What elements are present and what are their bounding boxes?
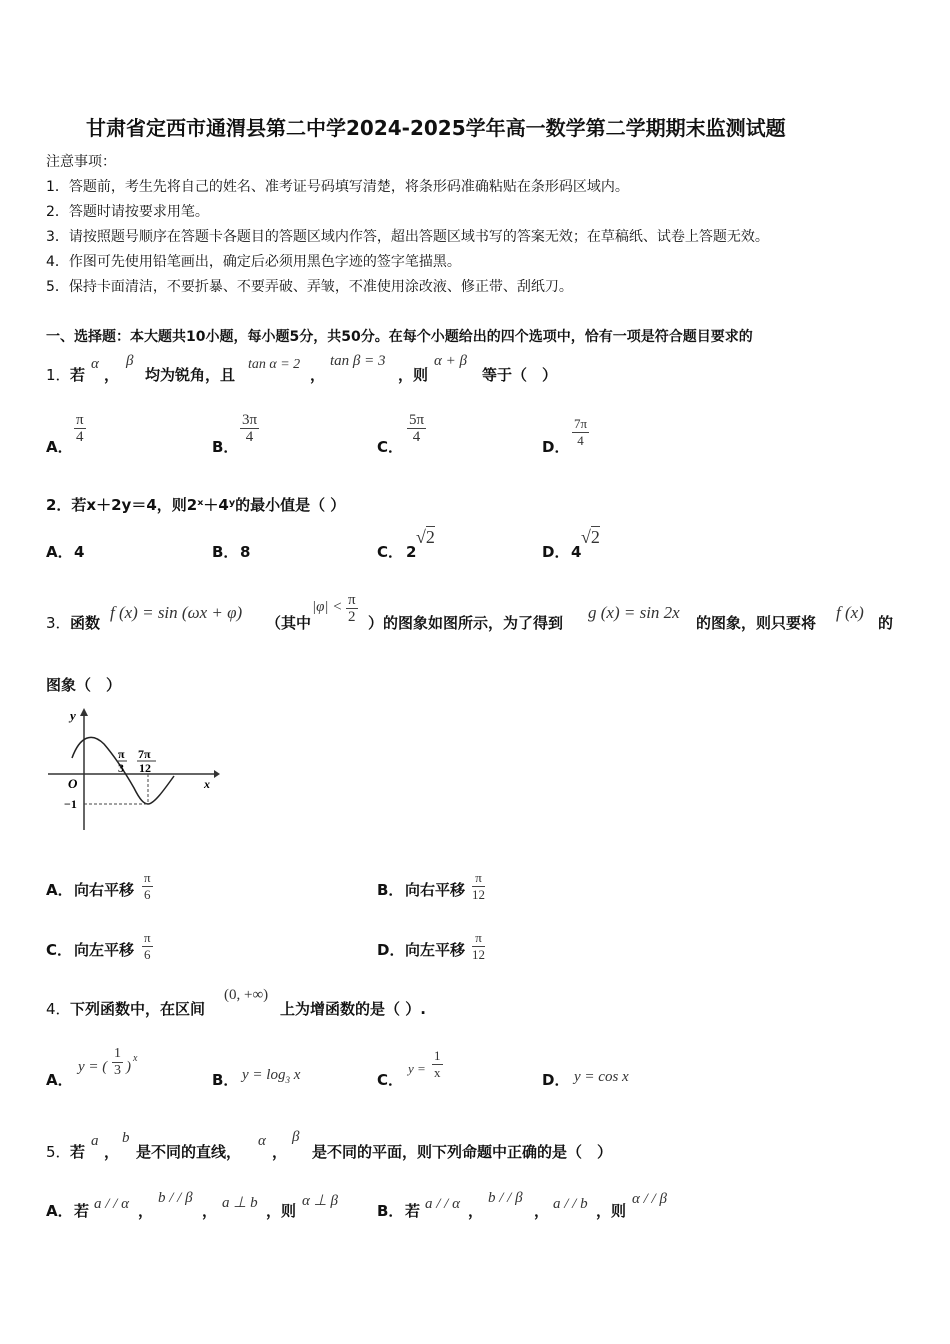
q3-option-b-value: $\frac{\pi}{12}$ xyxy=(472,870,485,902)
q5-comma: ， xyxy=(272,1143,288,1161)
q3-graph-origin: O xyxy=(68,776,78,791)
q4-option-d-value: y = cos x xyxy=(574,1069,629,1085)
q3-option-c-label: C． xyxy=(46,941,73,959)
q2-option-d-value: 4 xyxy=(571,543,582,561)
q3-graph-pi3-num: π xyxy=(118,747,125,761)
q1-text: 若 xyxy=(70,366,86,384)
q3-graph-712-den: 12 xyxy=(139,761,151,775)
q5-option-a-sep: ， xyxy=(138,1202,154,1220)
q5-option-a-then: ，则 xyxy=(266,1202,297,1220)
q1-option-c-value: $\frac{5\pi}{4}$ xyxy=(409,412,425,445)
q2-option-a-value: 4 xyxy=(74,543,85,561)
q5-beta: β xyxy=(292,1129,300,1145)
q1-option-b-label: B． xyxy=(212,438,239,456)
q5-option-a-cond3: a ⊥ b xyxy=(222,1195,258,1211)
q3-text: （其中 xyxy=(266,614,312,632)
notice-item: 1．答题前，考生先将自己的姓名、准考证号码填写清楚，将条形码准确粘贴在条形码区域内。 xyxy=(46,179,629,195)
q3-graph-y-label: y xyxy=(70,708,76,723)
q4-option-c-frac: $\frac{1}{x}$ xyxy=(434,1048,441,1080)
q3-graph-neg1: −1 xyxy=(64,797,77,811)
q1-option-a-value: $\frac{\pi}{4}$ xyxy=(76,412,84,445)
q1-option-b-value: $\frac{3\pi}{4}$ xyxy=(242,412,258,445)
q4-option-c-label: C． xyxy=(377,1071,404,1089)
q5-text: 是不同的平面，则下列命题中正确的是（ ） xyxy=(312,1143,613,1161)
q1-comma: ， xyxy=(310,366,326,384)
q4-option-a-exp: x xyxy=(133,1053,138,1064)
q4-text: 下列函数中，在区间 xyxy=(70,1000,206,1018)
q2-option-d-sqrt: √2 xyxy=(581,527,600,547)
q5-a: a xyxy=(91,1133,99,1149)
q5-option-b-then: ，则 xyxy=(596,1202,627,1220)
q3-option-a-value: $\frac{\pi}{6}$ xyxy=(144,870,151,902)
q1-tan-beta: tan β = 3 xyxy=(330,353,386,369)
q5-option-b-if: 若 xyxy=(405,1202,421,1220)
q1-option-d-label: D． xyxy=(542,438,570,456)
notice-item: 4．作图可先使用铅笔画出，确定后必须用黑色字迹的签字笔描黑。 xyxy=(46,254,461,270)
q5-option-a-concl: α ⊥ β xyxy=(302,1193,338,1209)
q1-text: 均为锐角，且 xyxy=(145,366,236,384)
q5-number: 5． xyxy=(46,1143,71,1161)
q4-option-a-label: A． xyxy=(46,1071,73,1089)
q5-b: b xyxy=(122,1130,130,1146)
q4-option-a-post: ) xyxy=(126,1059,131,1075)
q5-alpha: α xyxy=(258,1133,266,1149)
q2-stem: 2．若x＋2y＝4，则2ˣ＋4ʸ的最小值是（ ） xyxy=(46,496,346,514)
q3-graph xyxy=(44,706,224,832)
q4-option-d-label: D． xyxy=(542,1071,570,1089)
q4-text: 上为增函数的是（ ）. xyxy=(280,1000,426,1018)
q1-alpha: α xyxy=(91,356,99,372)
q5-option-b-label: B． xyxy=(377,1202,404,1220)
q3-option-d-label: D． xyxy=(377,941,405,959)
q5-text: 若 xyxy=(70,1143,86,1161)
q3-f-expr: f (x) = sin (ωx + φ) xyxy=(110,603,243,622)
notice-heading: 注意事项： xyxy=(46,154,116,170)
q3-text: ）的图象如图所示，为了得到 xyxy=(368,614,564,632)
q1-comma: ， xyxy=(104,366,120,384)
q3-f: f (x) xyxy=(836,603,864,622)
q4-option-a-frac: $\frac{1}{3}$ xyxy=(114,1046,121,1078)
q5-comma: ， xyxy=(104,1143,120,1161)
q5-option-a-cond1: a / / α xyxy=(94,1196,129,1212)
q3-option-d-value: $\frac{\pi}{12}$ xyxy=(472,930,485,962)
q2-option-b-value: 8 xyxy=(240,543,251,561)
q3-phi-abs: |φ| < xyxy=(312,599,343,615)
q1-sum: α + β xyxy=(434,353,467,369)
q3-graph-x-label: x xyxy=(204,777,210,791)
q5-option-a-if: 若 xyxy=(74,1202,90,1220)
q2-option-d-label: D． xyxy=(542,543,570,561)
q2-option-a-label: A． xyxy=(46,543,73,561)
q4-option-c-pre: y = xyxy=(408,1061,426,1076)
q3-number: 3． xyxy=(46,614,71,632)
q5-option-a-cond2: b / / β xyxy=(158,1190,193,1206)
q5-option-a-sep: ， xyxy=(202,1202,218,1220)
q4-option-b-value: $y = \log_3 x$ xyxy=(242,1067,301,1085)
section-heading: 一、选择题：本大题共10小题，每小题5分，共50分。在每个小题给出的四个选项中，恰有一项是符合题目要求的 xyxy=(46,329,753,345)
q5-option-b-cond1: a / / α xyxy=(425,1196,460,1212)
q3-option-d-text: 向左平移 xyxy=(405,941,466,959)
q4-interval: (0, +∞) xyxy=(224,987,269,1003)
q5-option-b-concl: α / / β xyxy=(632,1191,667,1207)
q3-option-a-label: A． xyxy=(46,881,73,899)
q1-tan-alpha: tan α = 2 xyxy=(248,357,301,372)
q3-option-c-value: $\frac{\pi}{6}$ xyxy=(144,930,151,962)
notice-item: 5．保持卡面清洁，不要折暴、不要弄破、弄皱，不准使用涂改液、修正带、刮纸刀。 xyxy=(46,279,573,295)
q1-option-a-label: A． xyxy=(46,438,73,456)
q5-option-b-cond3: a / / b xyxy=(553,1196,588,1212)
q1-text: 等于（ ） xyxy=(482,366,558,384)
q3-graph-712-num: 7π xyxy=(138,747,151,761)
q3-option-c-text: 向左平移 xyxy=(74,941,135,959)
q3-text: 的 xyxy=(878,614,894,632)
q3-text: 函数 xyxy=(70,614,101,632)
q3-option-b-text: 向右平移 xyxy=(405,881,466,899)
q3-graph-x-arrow xyxy=(214,770,220,778)
q1-number: 1． xyxy=(46,366,71,384)
q3-graph-y-arrow xyxy=(80,708,88,716)
page-title: 甘肃省定西市通渭县第二中学2024-2025学年高一数学第二学期期末监测试题 xyxy=(86,116,786,140)
q1-text: ，则 xyxy=(398,366,429,384)
q2-option-c-value: 2 xyxy=(406,543,417,561)
q5-option-b-sep: ， xyxy=(468,1202,484,1220)
q3-graph-pi3-den: 3 xyxy=(118,761,124,775)
q3-text: 图象（ ） xyxy=(46,676,122,694)
q3-g-expr: g (x) = sin 2x xyxy=(588,603,680,622)
q5-option-b-cond2: b / / β xyxy=(488,1190,523,1206)
q2-option-b-label: B． xyxy=(212,543,239,561)
notice-item: 3．请按照题号顺序在答题卡各题目的答题区域内作答，超出答题区域书写的答案无效；在草稿纸、试卷上答题无效。 xyxy=(46,229,769,245)
q5-text: 是不同的直线， xyxy=(136,1143,242,1161)
q3-option-b-label: B． xyxy=(377,881,404,899)
q1-option-d-value: $\frac{7\pi}{4}$ xyxy=(574,416,588,448)
q3-option-a-text: 向右平移 xyxy=(74,881,135,899)
q4-number: 4． xyxy=(46,1000,71,1018)
q5-option-a-label: A． xyxy=(46,1202,73,1220)
q1-option-c-label: C． xyxy=(377,438,404,456)
q4-option-b-label: B． xyxy=(212,1071,239,1089)
notice-item: 2．答题时请按要求用笔。 xyxy=(46,204,209,220)
q4-option-a-pre: y = ( xyxy=(78,1059,108,1075)
q5-option-b-sep: ， xyxy=(534,1202,550,1220)
q2-option-c-sqrt: √2 xyxy=(416,527,435,547)
q1-beta: β xyxy=(126,353,134,369)
q3-phi-bound: $\frac{\pi}{2}$ xyxy=(348,592,356,625)
q2-option-c-label: C． xyxy=(377,543,404,561)
q3-text: 的图象，则只要将 xyxy=(696,614,817,632)
